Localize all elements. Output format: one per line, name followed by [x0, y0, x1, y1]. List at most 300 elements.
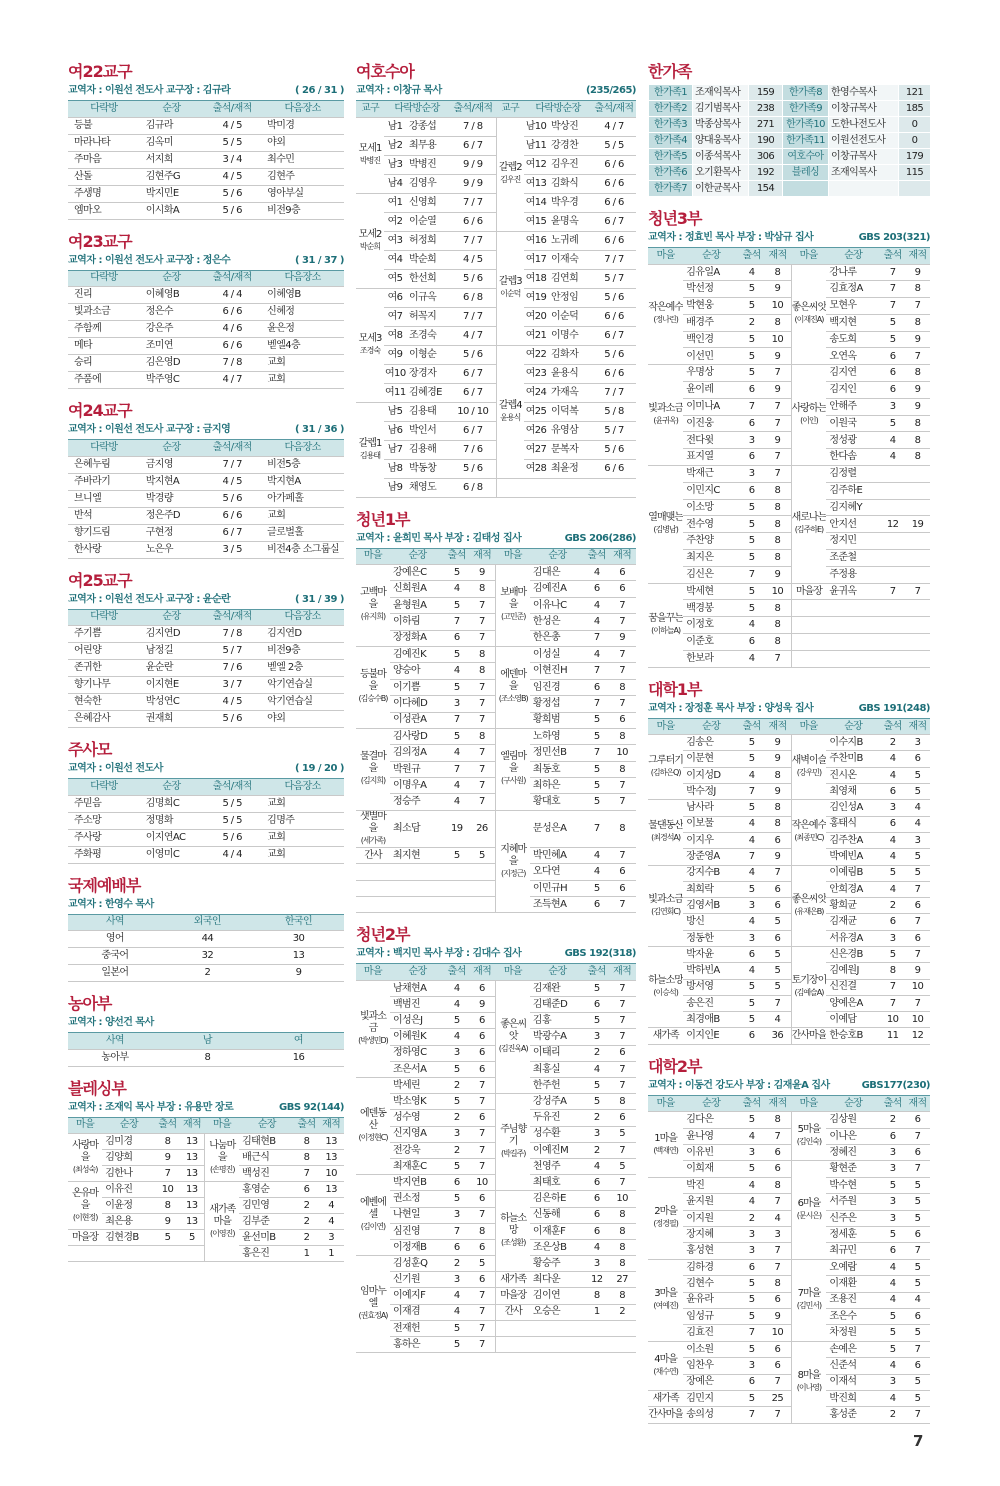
table-cell: 8 — [905, 449, 930, 466]
group-label: 에덴동산 — [359, 1108, 386, 1132]
table-row — [68, 117, 344, 134]
table-cell: 6 / 6 — [592, 193, 636, 212]
table-cell: 5 — [585, 728, 608, 744]
table-cell: 3 — [739, 1145, 764, 1161]
table-cell: 16 — [253, 1049, 344, 1066]
group-label: 3마을 — [654, 1288, 677, 1300]
table-row — [648, 348, 930, 365]
농아부-title: 농아부 — [68, 994, 112, 1013]
column-header: 다락방 — [68, 101, 140, 117]
table-row — [648, 784, 930, 800]
table-cell: 8 — [468, 581, 496, 597]
table-row — [68, 812, 344, 829]
table-cell: 장준영A — [683, 849, 739, 865]
table-cell: 여호수아 — [783, 149, 829, 165]
table-cell: 7 / 7 — [592, 250, 636, 269]
table-cell: 3 — [905, 735, 930, 751]
table-cell: 4 — [318, 1198, 344, 1214]
table-cell: 이재환 — [826, 1276, 880, 1292]
group-label: 하늘소망 — [500, 1213, 527, 1237]
table-cell: 주화평 — [68, 846, 140, 863]
table-cell: 최다운 — [530, 1272, 585, 1288]
table-cell: 7 — [156, 1166, 180, 1182]
group-leader: (최종민C) — [794, 833, 824, 843]
table-cell: 비전5층 — [261, 456, 344, 473]
table-cell: 양승아 — [390, 663, 445, 679]
youth1-section — [356, 510, 636, 914]
table-cell: 4 — [585, 565, 608, 581]
table-cell: 김주하E — [826, 482, 880, 499]
table-cell: 김태준D — [530, 997, 585, 1013]
table-cell: 김지연D — [140, 626, 203, 643]
table-cell: 3 — [585, 1029, 608, 1045]
table-cell: 5 — [445, 646, 468, 662]
table-cell: 7 — [608, 646, 636, 662]
table-cell: 박재근 — [683, 466, 739, 483]
table-cell: 최윤정 — [548, 459, 592, 478]
table-cell: 6 — [880, 382, 905, 399]
table-row — [648, 800, 930, 816]
group-label: 간사 — [504, 1306, 522, 1318]
column-header: 여 — [253, 1033, 344, 1049]
table-cell: 구현정 — [140, 524, 203, 541]
table-cell: 8 — [468, 646, 496, 662]
group-name — [496, 980, 530, 1093]
table-cell: 5 — [905, 767, 930, 783]
column-header: 사역 — [68, 915, 162, 931]
table-cell: 6 — [880, 1243, 905, 1259]
table-cell: 방신 — [683, 914, 739, 930]
table-cell: 김태현B — [239, 1134, 295, 1150]
table-cell: 최하은 — [530, 778, 585, 794]
table-row — [648, 832, 930, 848]
table-cell: 8 — [764, 264, 791, 281]
table-cell: 8 — [608, 1256, 636, 1272]
table-cell: 6 — [880, 914, 905, 930]
table-cell: 9 — [764, 348, 791, 365]
table-cell: 8 — [764, 550, 791, 567]
column-header: 순장 — [826, 719, 880, 735]
table-row — [356, 565, 636, 581]
table-cell: 6 — [445, 1175, 468, 1191]
table-cell: 이유나C — [530, 597, 585, 613]
table-cell: 김대은 — [530, 565, 585, 581]
youth2-attendance-total: GBS 192(318) — [564, 948, 636, 960]
table-cell: 7 — [764, 1407, 791, 1423]
table-cell: 브니엘 — [68, 490, 140, 507]
table-cell: 주품에 — [68, 372, 140, 389]
table-cell: 8 — [608, 761, 636, 777]
table-cell: 5 — [880, 1308, 905, 1324]
table-row — [648, 432, 930, 449]
yeohosua-staff — [356, 84, 636, 101]
table-cell: 김영우 — [406, 174, 450, 193]
table-cell: 신동해 — [530, 1207, 585, 1223]
table-cell: 6 — [764, 1358, 791, 1374]
주사모-section — [68, 740, 344, 864]
table-cell: 6 — [764, 1341, 791, 1357]
table-cell: 3 / 4 — [203, 151, 261, 168]
table-cell: 박상진 — [548, 117, 592, 136]
table-cell: 179 — [899, 149, 931, 165]
table-cell: 윤순란 — [140, 660, 203, 677]
table-cell: 여22 — [524, 345, 548, 364]
table-cell: 문복자 — [548, 440, 592, 459]
table-cell: 6 — [468, 1013, 496, 1029]
table-row — [648, 1227, 930, 1243]
group-label: 6마을 — [797, 1198, 821, 1210]
table-cell: 9 — [468, 565, 496, 581]
table-cell: 7 — [905, 881, 930, 897]
농아부-staff-text: 교역자 : 양선건 목사 — [68, 1017, 154, 1028]
table-cell: 김현경B — [102, 1230, 155, 1246]
table-cell: 4 — [905, 1292, 930, 1308]
table-cell: 안정임 — [548, 288, 592, 307]
table-row — [68, 338, 344, 355]
group-name — [496, 728, 530, 810]
table-cell: 5 — [739, 1341, 764, 1357]
table-cell: 6 — [739, 946, 764, 962]
table-row — [648, 583, 930, 600]
group-name — [356, 847, 390, 863]
table-cell: 4 — [739, 1177, 764, 1193]
table-row — [648, 298, 930, 315]
group-name — [356, 1078, 390, 1175]
group-label: 그루터기 — [648, 755, 683, 767]
group-name — [496, 646, 530, 728]
table-cell: 4 — [880, 849, 905, 865]
table-cell: 159 — [749, 85, 783, 101]
table-cell: 7 — [905, 298, 930, 315]
table-cell: 7 — [468, 1094, 496, 1110]
table-cell: 박소영K — [390, 1094, 445, 1110]
table-cell: 4 — [739, 650, 764, 667]
table-cell: 3 — [880, 1194, 905, 1210]
group-leader: (이현정) — [72, 1212, 98, 1222]
table-cell: 4 — [445, 778, 468, 794]
table-cell: 2 — [585, 1142, 608, 1158]
table-cell: 6 / 6 — [592, 307, 636, 326]
table-cell: 3 — [445, 1126, 468, 1142]
table-cell: 5 — [739, 1390, 764, 1406]
table-cell: 채영도 — [406, 478, 450, 497]
table-cell: 7 — [468, 1158, 496, 1174]
group-name — [648, 1112, 683, 1178]
table-row — [648, 1259, 930, 1275]
group-leader: (이나영) — [796, 1383, 822, 1393]
table-row — [648, 550, 930, 567]
table-cell: 김사랑D — [390, 728, 445, 744]
table-row — [648, 995, 930, 1011]
table-row — [648, 898, 930, 914]
table-cell: 산돌 — [68, 168, 140, 185]
table-row — [648, 650, 930, 667]
group-name — [648, 1341, 683, 1390]
table-cell: 여9 — [384, 345, 406, 364]
group-leader: 박순희 — [359, 241, 381, 251]
table-cell: 여25 — [524, 402, 548, 421]
table-cell: 8 — [905, 314, 930, 331]
table-cell: 8 — [585, 1288, 608, 1304]
table-cell: 12 — [585, 1272, 608, 1288]
table-row — [356, 810, 636, 847]
table-cell: 7 — [468, 614, 496, 630]
table-cell: 송은진 — [683, 995, 739, 1011]
table-cell: 4 — [739, 617, 764, 634]
table-cell: 5 — [585, 1094, 608, 1110]
table-cell: 8 — [295, 1150, 319, 1166]
table-cell: 정은주D — [140, 507, 203, 524]
table-cell: 강지수B — [683, 865, 739, 881]
table-cell: 7 / 8 — [450, 117, 496, 136]
group-label: 7마을 — [797, 1288, 821, 1300]
table-cell: 6 / 7 — [450, 421, 496, 440]
table-cell: 19 — [445, 810, 468, 847]
table-cell: 5 / 5 — [203, 812, 261, 829]
youth3-section — [648, 209, 930, 668]
table-cell: 김신은 — [683, 566, 739, 583]
column-header: 다락방순장 — [384, 101, 450, 117]
table-cell: 이지연AC — [140, 829, 203, 846]
table-cell: 8 — [764, 314, 791, 331]
table-cell: 5 — [468, 847, 496, 863]
group-name — [648, 583, 683, 667]
table-row — [68, 711, 344, 728]
table-cell: 8 — [764, 482, 791, 499]
table-cell: 향기나무 — [68, 677, 140, 694]
table-cell: 9 — [468, 997, 496, 1013]
table-cell: 9 — [156, 1150, 180, 1166]
여24교구-section — [68, 401, 344, 559]
table-cell: 5 — [585, 761, 608, 777]
table-cell: 306 — [749, 149, 783, 165]
table-cell: 4 — [585, 1239, 608, 1255]
table-row — [648, 1210, 930, 1226]
group-label: 마을장 — [72, 1231, 99, 1243]
table-cell: 이진웅 — [683, 415, 739, 432]
table-cell: 9 — [905, 398, 930, 415]
group-leader: (김승수B) — [358, 694, 388, 704]
youth3-staff — [648, 231, 930, 248]
table-cell: 5 — [445, 679, 468, 695]
table-cell: 3 — [318, 1230, 344, 1246]
table-cell: 5 — [445, 1337, 468, 1353]
table-cell: 이소원 — [683, 1341, 739, 1357]
table-cell: 김한나 — [102, 1166, 155, 1182]
table-cell: 10 / 10 — [450, 402, 496, 421]
group-name — [496, 810, 530, 913]
group-leader: (여예진) — [653, 1301, 678, 1311]
table-cell: 7 — [468, 1288, 496, 1304]
table-cell: 3 — [880, 1145, 905, 1161]
column-header: 재적 — [608, 549, 636, 565]
table-cell: 7 — [295, 1166, 319, 1182]
column-header: 순장 — [826, 1096, 880, 1112]
table-cell: 7 — [468, 630, 496, 646]
table-cell: 황정섭 — [530, 696, 585, 712]
table-row — [648, 1325, 930, 1341]
table-cell: 장지혜 — [683, 1227, 739, 1243]
table-cell: 이형순 — [406, 345, 450, 364]
table-cell: 주바라기 — [68, 473, 140, 490]
table-cell: 아가페홀 — [261, 490, 344, 507]
table-cell: 7 — [468, 1078, 496, 1094]
table-cell: 8 — [764, 1177, 791, 1193]
table-cell: 이나은 — [826, 1128, 880, 1144]
group-label: 빛과소금 — [359, 1010, 386, 1034]
table-cell: 김이연 — [530, 1288, 585, 1304]
table-cell: 김재균 — [826, 914, 880, 930]
table-cell: 5 — [445, 1013, 468, 1029]
table-cell: 성수환 — [530, 1126, 585, 1142]
table-cell: 7 — [468, 1320, 496, 1336]
table-cell: 5 — [905, 1210, 930, 1226]
table-cell: 6 / 6 — [592, 459, 636, 478]
column-header: 출석 — [880, 248, 905, 264]
table-cell: 5 — [739, 583, 764, 600]
table-cell: 5 — [739, 516, 764, 533]
table-cell: 5 / 7 — [592, 421, 636, 440]
table-cell: 한가족1 — [649, 85, 693, 101]
table-cell: 6 — [445, 1239, 468, 1255]
table-cell: 전강욱 — [390, 1142, 445, 1158]
table-cell: 2 — [445, 1256, 468, 1272]
table-cell: 3 — [739, 466, 764, 483]
table-cell: 박지현A — [140, 473, 203, 490]
youth3-title: 청년3부 — [648, 209, 702, 228]
table-cell: 한선희 — [406, 269, 450, 288]
column-header: 재적 — [318, 1118, 344, 1134]
table-cell: 교회 — [261, 355, 344, 372]
table-cell: 1 — [585, 1304, 608, 1320]
table-cell: 6 — [880, 348, 905, 365]
table-cell: 신준석 — [826, 1358, 880, 1374]
table-cell: 여1 — [384, 193, 406, 212]
table-cell: 남1 — [384, 117, 406, 136]
table-cell: 9 — [764, 382, 791, 399]
table-cell: 존귀한 — [68, 660, 140, 677]
table-cell: 4 — [445, 794, 468, 810]
table-cell: 8 — [608, 1094, 636, 1110]
table-cell: 5 — [445, 565, 468, 581]
table-cell: 나현일 — [390, 1207, 445, 1223]
table-cell: 야외 — [261, 134, 344, 151]
table-cell: 차정원 — [826, 1325, 880, 1341]
table-cell: 10 — [905, 979, 930, 995]
blessing-table — [68, 1118, 344, 1263]
table-row — [68, 524, 344, 541]
table-row — [68, 168, 344, 185]
table-cell: 윤용식 — [548, 364, 592, 383]
group-label: 물댄동산 — [648, 820, 683, 832]
여22교구-attendance-total: ( 26 / 31 ) — [294, 85, 344, 96]
table-cell: 김영서B — [683, 898, 739, 914]
table-cell: 5 — [880, 1227, 905, 1243]
table-row — [68, 694, 344, 711]
group-name — [205, 1134, 239, 1182]
univ2-table — [648, 1096, 930, 1424]
table-cell: 최재훈C — [390, 1158, 445, 1174]
table-cell: 7 — [608, 1175, 636, 1191]
table-row — [68, 456, 344, 473]
table-cell: 이기쁨 — [390, 679, 445, 695]
group-name — [648, 800, 683, 865]
table-cell: 이지우 — [683, 832, 739, 848]
table-cell: 박선정 — [683, 281, 739, 298]
table-cell — [905, 566, 930, 583]
table-row — [68, 490, 344, 507]
table-cell: 5 — [739, 881, 764, 897]
table-cell: 5 — [739, 533, 764, 550]
table-row — [648, 881, 930, 897]
table-cell: 이성은J — [390, 1013, 445, 1029]
column-header: 순장 — [140, 271, 203, 287]
table-cell: 박지연B — [390, 1175, 445, 1191]
table-cell: 이원선전도사 — [829, 133, 899, 149]
table-cell: 5 — [880, 865, 905, 881]
table-cell: 5 / 6 — [592, 440, 636, 459]
table-cell: 한보라 — [683, 650, 739, 667]
table-cell: 이영미C — [140, 846, 203, 863]
group-leader: (이정현C) — [358, 1133, 388, 1143]
table-cell: 6 — [764, 881, 791, 897]
column-header: 순장 — [530, 549, 585, 565]
table-cell: 한가족5 — [649, 149, 693, 165]
column-header: 다락방 — [68, 779, 140, 795]
table-cell: 주정용 — [826, 566, 880, 583]
group-label: 꿈을꾸는 — [648, 613, 683, 625]
group-leader: (박생민D) — [358, 1035, 388, 1045]
table-cell: 6 — [468, 1272, 496, 1288]
table-row — [648, 914, 930, 930]
table-cell: 8 — [764, 1112, 791, 1128]
group-label: 임마누엘 — [359, 1286, 386, 1310]
table-cell: 4 — [445, 1304, 468, 1320]
table-cell: 이민지C — [683, 482, 739, 499]
table-cell: 중국어 — [68, 948, 162, 965]
table-cell: 조은서A — [390, 1061, 445, 1077]
table-cell: 13 — [318, 1182, 344, 1198]
table-cell: 김은영D — [140, 355, 203, 372]
column-middle — [356, 62, 636, 1365]
youth2-staff — [356, 947, 636, 964]
table-cell: 안지선 — [826, 516, 880, 533]
table-row — [68, 507, 344, 524]
table-row — [648, 1145, 930, 1161]
youth2-title: 청년2부 — [356, 925, 410, 945]
table-cell: 메타 — [68, 338, 140, 355]
주사모-attendance-total: ( 19 / 20 ) — [294, 763, 344, 774]
table-cell: 5 / 6 — [203, 711, 261, 728]
table-cell — [880, 466, 905, 483]
table-cell: 반석 — [68, 507, 140, 524]
table-cell: 3 — [445, 696, 468, 712]
table-cell: 6 / 6 — [203, 304, 261, 321]
table-cell: 6 — [445, 630, 468, 646]
table-row — [68, 151, 344, 168]
group-leader: (이재진A) — [794, 315, 824, 325]
group-leader: (김인숙) — [796, 1137, 822, 1147]
univ2-title: 대학2부 — [648, 1056, 702, 1076]
group-name — [496, 565, 530, 647]
table-cell: 4 — [880, 1292, 905, 1308]
table-cell: 악기연습실 — [261, 694, 344, 711]
table-cell: 서지희 — [140, 151, 203, 168]
table-cell: 8 — [295, 1134, 319, 1150]
table-cell: 이규옥 — [406, 288, 450, 307]
국제예배부-section — [68, 876, 344, 983]
group-leader: (이영진) — [210, 1228, 235, 1238]
